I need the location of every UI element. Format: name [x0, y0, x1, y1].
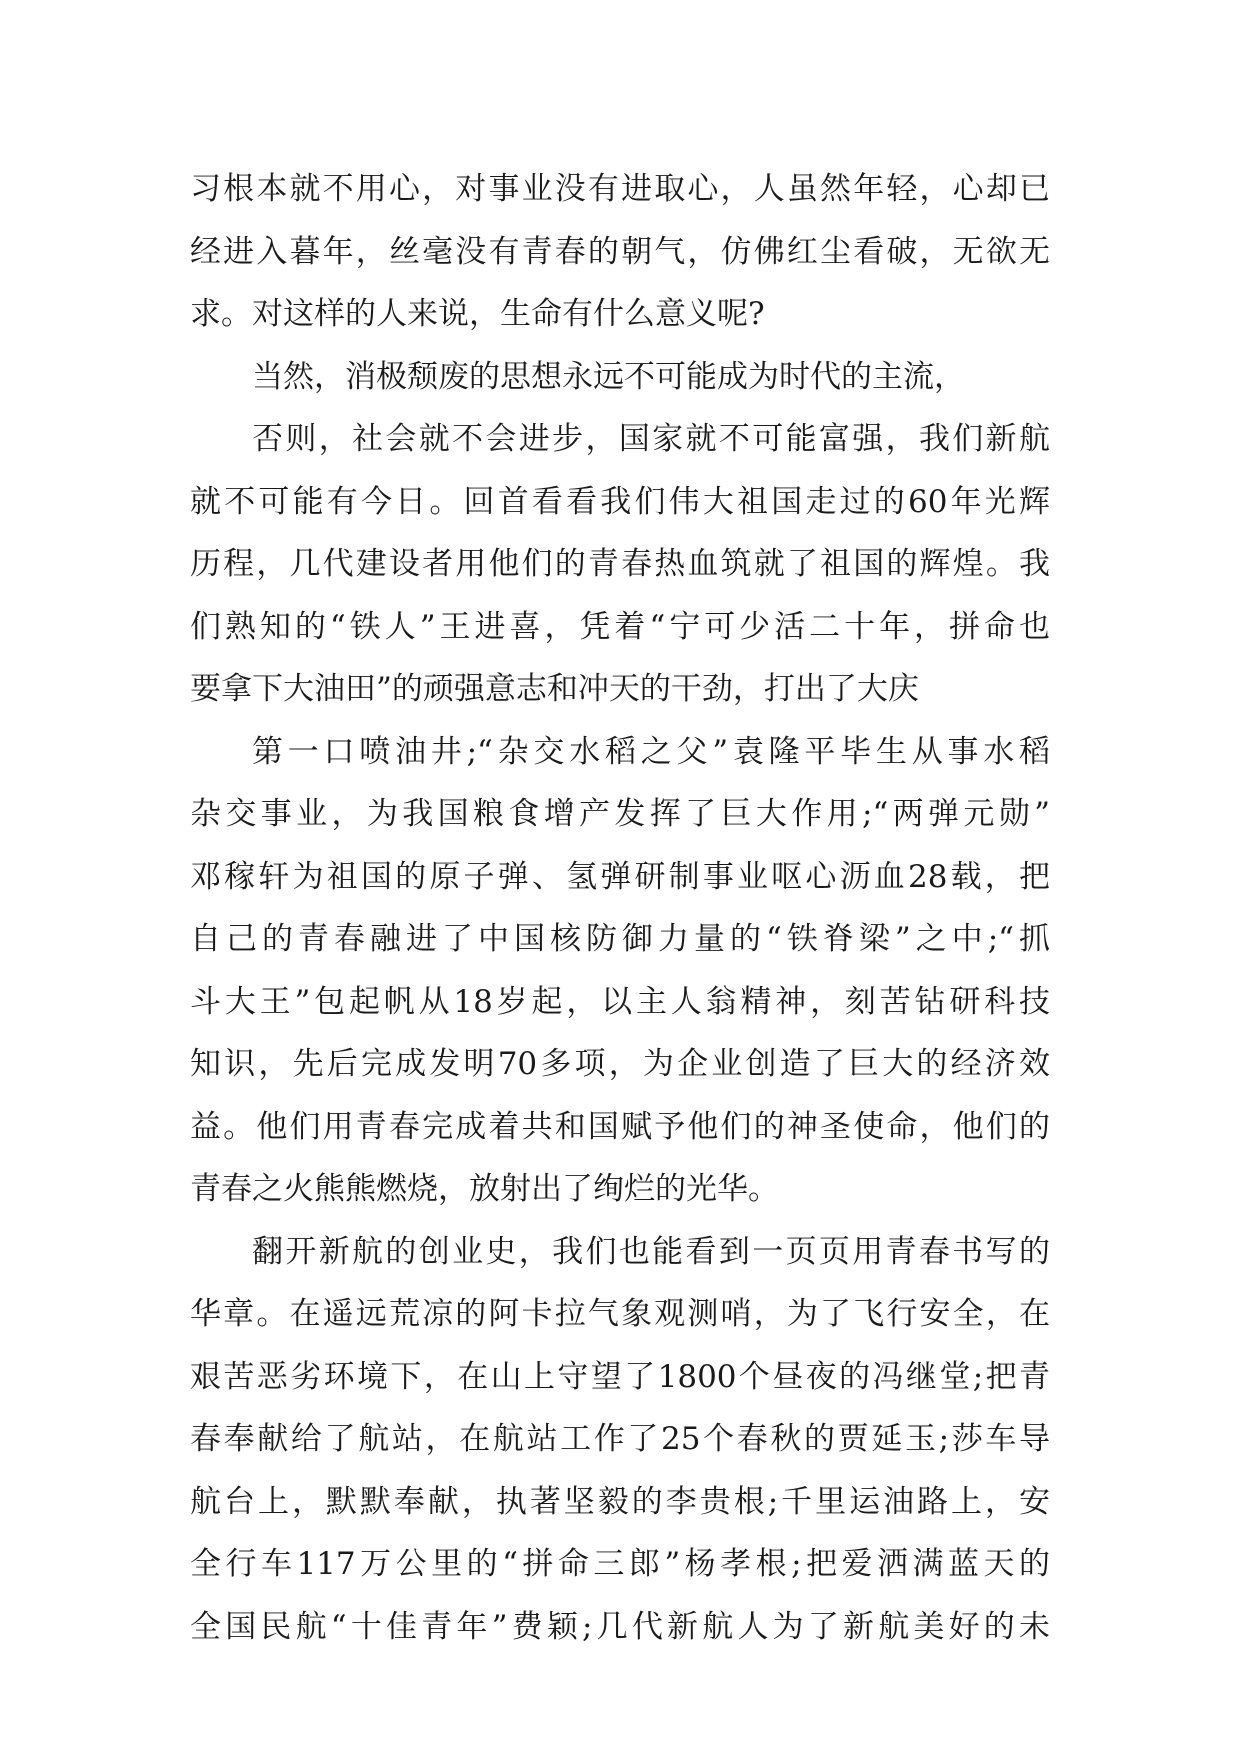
text-line: 历程，几代建设者用他们的青春热血筑就了祖国的辉煌。我 — [190, 546, 1050, 582]
paragraph-start-line: 否则，社会就不会进步，国家就不可能富强，我们新航 — [252, 421, 1050, 457]
text-line: 全行车117万公里的“拼命三郎”杨孝根;把爱洒满蓝天的 — [190, 1546, 1050, 1582]
text-line: 全国民航“十佳青年”费颖;几代新航人为了新航美好的未 — [190, 1608, 1050, 1645]
text-line: 青春之火熊熊燃烧，放射出了绚烂的光华。 — [190, 1171, 779, 1207]
text-line: 益。他们用青春完成着共和国赋予他们的神圣使命，他们的 — [190, 1108, 1050, 1145]
text-line: 习根本就不用心，对事业没有进取心，人虽然年轻，心却已 — [190, 171, 1050, 207]
text-line: 经进入暮年，丝毫没有青春的朝气，仿佛红尘看破，无欲无 — [190, 233, 1050, 270]
paragraph-start-line: 翻开新航的创业史，我们也能看到一页页用青春书写的 — [252, 1233, 1050, 1270]
paragraph-start-line: 第一口喷油井;“杂交水稻之父”袁隆平毕生从事水稻 — [252, 733, 1050, 770]
text-line: 邓稼轩为祖国的原子弹、氢弹研制事业呕心沥血28载，把 — [190, 858, 1050, 895]
text-line: 求。对这样的人来说，生命有什么意义呢? — [190, 296, 765, 332]
text-line: 华章。在遥远荒凉的阿卡拉气象观测哨，为了飞行安全，在 — [190, 1296, 1050, 1332]
text-line: 春奉献给了航站，在航站工作了25个春秋的贾延玉;莎车导 — [190, 1421, 1050, 1457]
text-line: 自己的青春融进了中国核防御力量的“铁脊梁”之中;“抓 — [190, 921, 1050, 957]
text-line: 杂交事业，为我国粮食增产发挥了巨大作用;“两弹元勋” — [190, 796, 1050, 832]
text-line: 航台上，默默奉献，执著坚毅的李贵根;千里运油路上，安 — [190, 1483, 1050, 1520]
body-text — [190, 158, 1050, 1658]
text-line: 要拿下大油田”的顽强意志和冲天的干劲，打出了大庆 — [190, 671, 919, 707]
text-line: 知识，先后完成发明70多项，为企业创造了巨大的经济效 — [190, 1046, 1050, 1082]
text-line: 们熟知的“铁人”王进喜，凭着“宁可少活二十年，拼命也 — [190, 608, 1050, 645]
text-line: 斗大王”包起帆从18岁起，以主人翁精神，刻苦钻研科技 — [190, 983, 1050, 1020]
paragraph-start-line: 当然，消极颓废的思想永远不可能成为时代的主流， — [252, 358, 965, 395]
text-line: 艰苦恶劣环境下，在山上守望了1800个昼夜的冯继堂;把青 — [190, 1358, 1050, 1395]
text-line: 就不可能有今日。回首看看我们伟大祖国走过的60年光辉 — [190, 483, 1050, 520]
